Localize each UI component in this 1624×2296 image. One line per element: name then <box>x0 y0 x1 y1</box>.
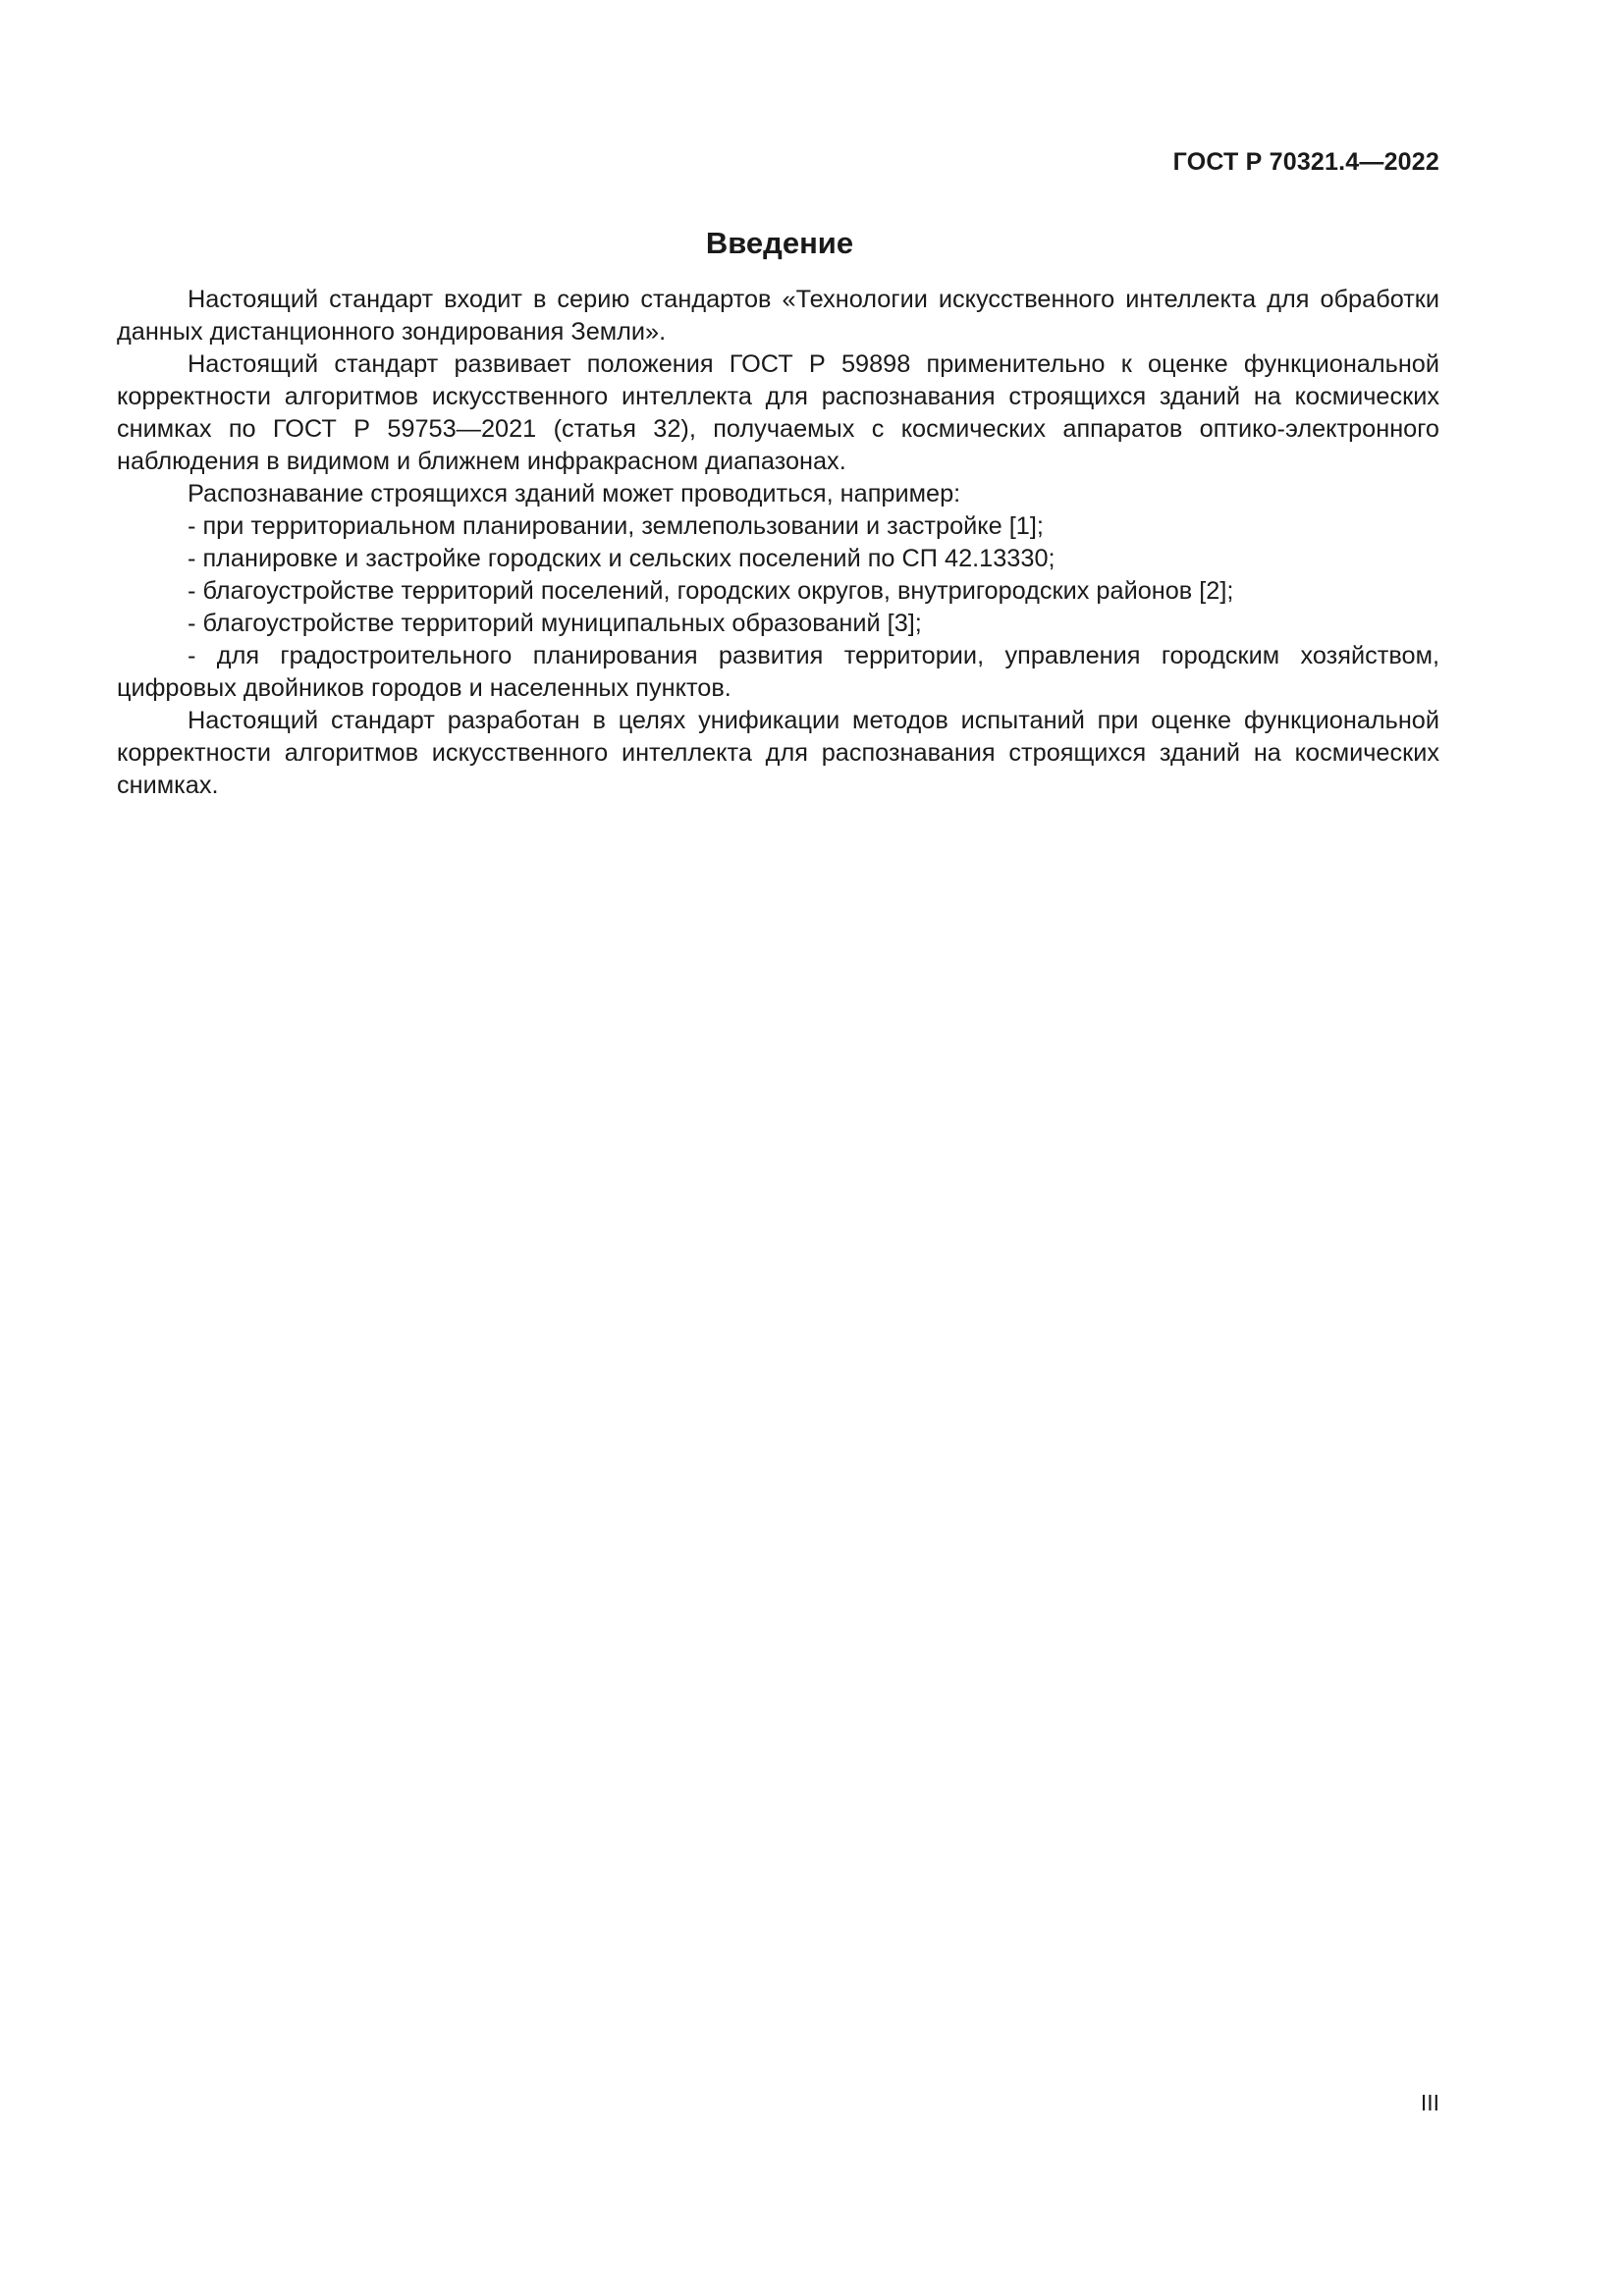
introduction-body <box>117 284 1439 802</box>
list-item: - благоустройстве территорий муниципальных образований [3]; <box>188 610 922 637</box>
list-item: - планировке и застройке городских и сельских поселений по СП 42.13330; <box>188 545 1056 572</box>
document-code: ГОСТ Р 70321.4—2022 <box>1172 148 1439 176</box>
paragraph-application-intro: Распознавание строящихся зданий может проводиться, например: <box>188 480 961 507</box>
paragraph-purpose: Настоящий стандарт развивает положения ГОСТ Р 59898 применительно к оценке функциональной корректности алгоритмов искусственного интеллекта для распознавания строящихся зданий на космических снимках по ГОСТ Р 59753—2021 (статья 32), получаемых с космических аппаратов оптико-электронного наблюдения в видимом и ближнем инфракрасном диапазонах. <box>117 350 1439 475</box>
paragraph-series: Настоящий стандарт входит в серию стандартов «Технологии искусственного интеллекта для обработки данных дистанционного зондирования Земли». <box>117 286 1439 346</box>
section-title: Введение <box>705 226 854 260</box>
list-item: - для градостроительного планирования развития территории, управления городским хозяйством, цифровых двойников городов и населенных пунктов. <box>117 642 1439 702</box>
list-item: - при территориальном планировании, землепользовании и застройке [1]; <box>188 512 1044 540</box>
list-item: - благоустройстве территорий поселений, городских округов, внутригородских районов [2]; <box>188 577 1234 605</box>
paragraph-goal: Настоящий стандарт разработан в целях унификации методов испытаний при оценке функциональной корректности алгоритмов искусственного интеллекта для распознавания строящихся зданий на космических снимках. <box>117 707 1439 799</box>
page-number: III <box>1420 2090 1439 2115</box>
